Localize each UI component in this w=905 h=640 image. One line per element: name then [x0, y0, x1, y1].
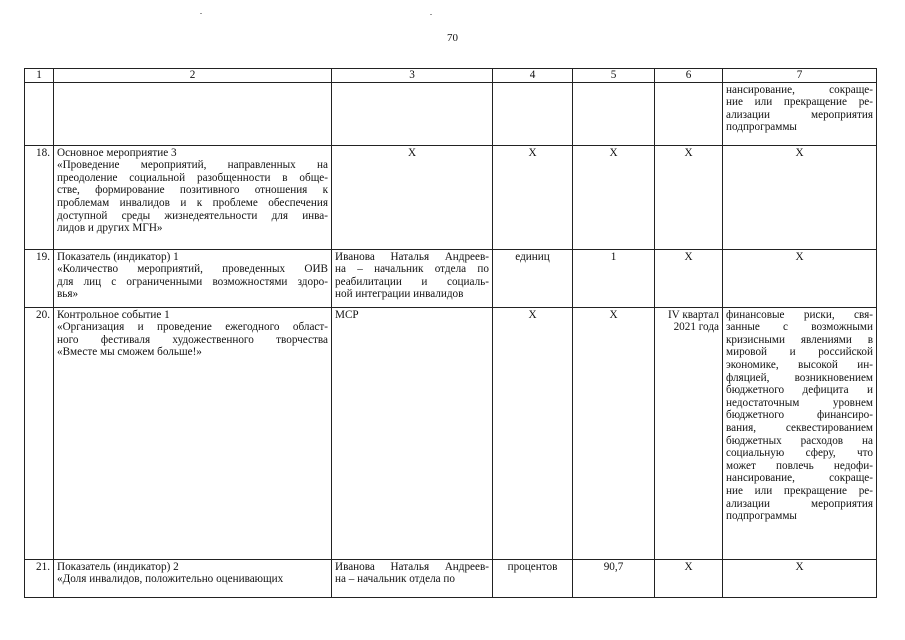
risks: [723, 82, 877, 145]
cell-line: Х: [795, 560, 804, 573]
deadline: [655, 307, 723, 559]
cell-line: «Проведение мероприятий, направленных на: [57, 159, 328, 172]
cell-line: лидов и других МГН»: [57, 222, 163, 235]
table-row: [25, 249, 877, 307]
item-description: [54, 307, 332, 559]
cell-line: Показатель (индикатор) 1: [57, 250, 179, 263]
cell-line: занные с возможными: [726, 321, 873, 334]
unit: Х: [493, 307, 573, 559]
row-number: 19.: [25, 249, 54, 307]
cell-line: недостаточным уровнем: [726, 396, 873, 409]
cell-line: Контрольное событие 1: [57, 308, 170, 321]
cell-line: экономике, высокой ин-: [726, 358, 873, 371]
cell-line: 2021 года: [673, 321, 719, 334]
cell-line: подпрограммы: [726, 121, 797, 134]
cell-line: ние или прекращение ре-: [726, 484, 873, 497]
value: Х: [573, 145, 655, 249]
cell-line: нансирование, сокраще-: [726, 83, 873, 96]
cell-line: на – начальник отдела по: [335, 263, 489, 276]
risks: [723, 145, 877, 249]
responsible: [332, 307, 493, 559]
cell-line: вания, секвестированием: [726, 421, 873, 434]
table-row: [25, 82, 877, 145]
header-cell: 2: [54, 69, 332, 83]
risks: [723, 249, 877, 307]
row-number: 21.: [25, 559, 54, 597]
cell-line: ние или прекращение ре-: [726, 96, 873, 109]
unit: [493, 82, 573, 145]
cell-line: ного фестиваля художественного творчества: [57, 333, 328, 346]
cell-line: доступной среды жизнедеятельности для инва-: [57, 209, 328, 222]
cell-line: «Вместе мы сможем больше!»: [57, 346, 202, 359]
row-number: 20.: [25, 307, 54, 559]
cell-line: «Доля инвалидов, положительно оценивающих: [57, 573, 284, 586]
cell-line: бюджетного дефицита и: [726, 384, 873, 397]
cell-line: Основное мероприятие 3: [57, 146, 177, 159]
unit: Х: [493, 145, 573, 249]
table-row: [25, 145, 877, 249]
table-row: [25, 307, 877, 559]
header-cell: 6: [655, 69, 723, 83]
cell-line: Х: [407, 146, 417, 159]
cell-line: ной интеграции инвалидов: [335, 288, 464, 301]
table-row: [25, 559, 877, 597]
deadline: [655, 82, 723, 145]
responsible: [332, 249, 493, 307]
header-cell: 3: [332, 69, 493, 83]
cell-line: финансовые риски, свя-: [726, 308, 873, 321]
item-description: [54, 145, 332, 249]
cell-line: бюджетного финансиро-: [726, 409, 873, 422]
row-number: [25, 82, 54, 145]
cell-line: Иванова Наталья Андреев-: [335, 250, 489, 263]
events-table: [24, 68, 877, 598]
cell-line: для лиц с ограниченными возможностями здоро-: [57, 275, 328, 288]
cell-line: проблемам инвалидов и к проблеме обеспечения: [57, 196, 328, 209]
cell-line: преодоление социальной разобщенности в обще-: [57, 171, 328, 184]
value: Х: [573, 307, 655, 559]
cell-line: на – начальник отдела по: [335, 573, 455, 586]
scan-speck: [200, 13, 202, 14]
responsible: [332, 82, 493, 145]
deadline: [655, 145, 723, 249]
row-number: 18.: [25, 145, 54, 249]
cell-line: подпрограммы: [726, 510, 797, 523]
cell-line: бюджетных расходов на: [726, 434, 873, 447]
header-cell: 1: [25, 69, 54, 83]
cell-line: МСР: [335, 308, 359, 321]
responsible: [332, 145, 493, 249]
header-cell: 4: [493, 69, 573, 83]
value: 90,7: [573, 559, 655, 597]
cell-line: социальную сферу, что: [726, 447, 873, 460]
deadline: [655, 559, 723, 597]
unit: единиц: [493, 249, 573, 307]
item-description: [54, 559, 332, 597]
item-description: [54, 82, 332, 145]
risks: [723, 307, 877, 559]
cell-line: может повлечь недофи-: [726, 459, 873, 472]
header-row: [25, 69, 877, 83]
cell-line: Х: [795, 146, 804, 159]
cell-line: Х: [684, 250, 693, 263]
cell-line: Х: [795, 250, 804, 263]
cell-line: «Организация и проведение ежегодного област-: [57, 321, 328, 334]
cell-line: Иванова Наталья Андреев-: [335, 560, 489, 573]
cell-line: Показатель (индикатор) 2: [57, 560, 179, 573]
scan-speck: [430, 14, 432, 15]
cell-line: кризисными явлениями в: [726, 333, 873, 346]
header-cell: 7: [723, 69, 877, 83]
cell-line: реабилитации и социаль-: [335, 275, 489, 288]
cell-line: стве, формирование позитивного отношения к: [57, 184, 328, 197]
cell-line: IV квартал: [667, 308, 719, 321]
unit: процентов: [493, 559, 573, 597]
cell-line: Х: [684, 146, 693, 159]
risks: [723, 559, 877, 597]
cell-line: Х: [684, 560, 693, 573]
cell-line: «Количество мероприятий, проведенных ОИВ: [57, 263, 328, 276]
header-cell: 5: [573, 69, 655, 83]
item-description: [54, 249, 332, 307]
value: 1: [573, 249, 655, 307]
cell-line: вья»: [57, 288, 79, 301]
cell-line: ализации мероприятия: [726, 497, 873, 510]
responsible: [332, 559, 493, 597]
cell-line: мировой и российской: [726, 346, 873, 359]
cell-line: фляцией, возникновением: [726, 371, 873, 384]
deadline: [655, 249, 723, 307]
cell-line: нансирование, сокраще-: [726, 472, 873, 485]
cell-line: ализации мероприятия: [726, 108, 873, 121]
page-number: 70: [447, 32, 458, 44]
value: [573, 82, 655, 145]
